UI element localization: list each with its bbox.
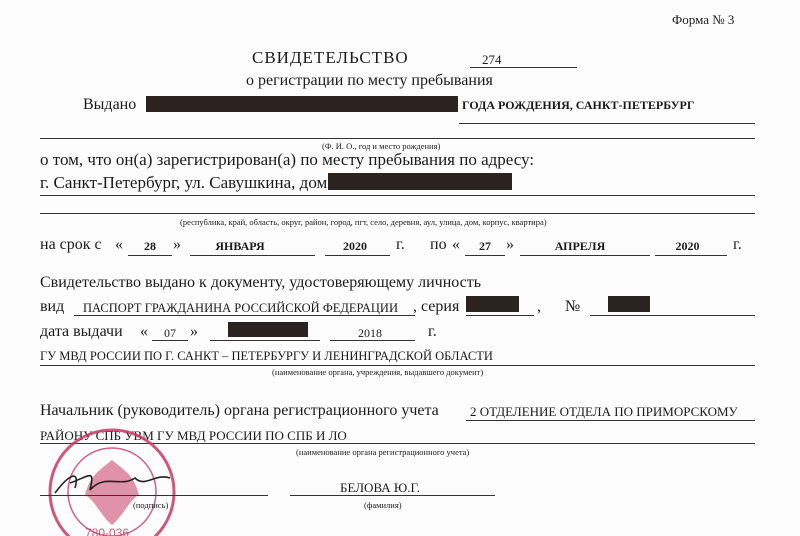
divider xyxy=(152,340,188,341)
official-name: БЕЛОВА Ю.Г. xyxy=(340,480,420,495)
to-label: по xyxy=(430,236,447,253)
caption-surname: (фамилия) xyxy=(364,500,402,510)
issue-day: 07 xyxy=(164,326,176,340)
address: г. Санкт-Петербург, ул. Савушкина, дом xyxy=(40,173,328,192)
divider xyxy=(40,365,755,366)
series-label: , серия xyxy=(413,298,460,315)
quote-open: « xyxy=(115,236,123,253)
divider xyxy=(465,255,505,256)
signature-stroke xyxy=(55,476,170,493)
to-day: 27 xyxy=(479,239,491,253)
divider xyxy=(466,315,534,316)
divider xyxy=(290,495,495,496)
divider xyxy=(590,315,755,316)
redacted-series xyxy=(466,296,519,312)
to-month: АПРЕЛЯ xyxy=(554,239,606,253)
divider xyxy=(40,495,268,496)
quote-close: » xyxy=(173,236,181,253)
year-suffix: г. xyxy=(396,236,405,253)
reg-body-line2: РАЙОНУ СПБ УВМ ГУ МВД РОССИИ ПО СПБ И ЛО xyxy=(40,428,347,443)
redacted-name xyxy=(146,96,458,112)
comma: , xyxy=(537,298,541,315)
divider xyxy=(466,420,755,421)
quote-close: » xyxy=(506,236,514,253)
issuer: ГУ МВД РОССИИ ПО Г. САНКТ – ПЕТЕРБУРГУ И ЛЕНИНГРАДСКОЙ ОБЛАСТИ xyxy=(40,349,493,363)
period-label: на срок с xyxy=(40,236,102,253)
divider xyxy=(330,340,415,341)
divider xyxy=(190,255,315,256)
quote-close: » xyxy=(190,323,198,340)
from-year: 2020 xyxy=(343,239,367,253)
from-day: 28 xyxy=(144,239,156,253)
divider xyxy=(128,255,172,256)
document-subtitle: о регистрации по месту пребывания xyxy=(246,72,493,89)
caption-fio: (Ф. И. О., год и место рождения) xyxy=(322,141,441,151)
divider xyxy=(459,123,755,124)
divider xyxy=(520,255,650,256)
redacted-address xyxy=(328,173,512,190)
divider xyxy=(40,213,755,214)
registered-text: о том, что он(а) зарегистрирован(а) по месту пребывания по адресу: xyxy=(40,150,535,169)
caption-address: (республика, край, область, округ, район, город, пгт, село, деревня, аул, улица, дом, корпус, квартира) xyxy=(180,217,547,227)
caption-issuer: (наименование органа, учреждения, выдавшего документ) xyxy=(272,367,484,377)
divider xyxy=(470,67,577,68)
divider xyxy=(40,138,755,139)
doc-type-label: вид xyxy=(40,298,65,315)
divider xyxy=(210,340,320,341)
redacted-month xyxy=(228,322,308,337)
head-label: Начальник (руководитель) органа регистрационного учета xyxy=(40,402,439,419)
quote-open: « xyxy=(140,323,148,340)
caption-reg-body: (наименование органа регистрационного учета) xyxy=(296,447,470,457)
document-text: Свидетельство выдано к документу, удостоверяющему личность xyxy=(40,274,482,291)
divider xyxy=(325,255,390,256)
caption-signature: (подпись) xyxy=(133,500,169,510)
quote-open: « xyxy=(452,236,460,253)
form-number: Форма № 3 xyxy=(672,12,735,27)
to-year: 2020 xyxy=(675,239,700,253)
from-month: ЯНВАРЯ xyxy=(215,239,265,253)
certificate-number: 274 xyxy=(482,52,502,67)
doc-type: ПАСПОРТ ГРАЖДАНИНА РОССИЙСКОЙ ФЕДЕРАЦИИ xyxy=(83,301,398,315)
reg-body-line1: 2 ОТДЕЛЕНИЕ ОТДЕЛА ПО ПРИМОРСКОМУ xyxy=(470,404,738,419)
divider xyxy=(40,195,755,196)
divider xyxy=(74,315,415,316)
year-suffix: г. xyxy=(428,323,437,340)
signature xyxy=(50,468,180,498)
divider xyxy=(655,255,727,256)
year-suffix: г. xyxy=(733,236,742,253)
stamp-number: 780-036 xyxy=(85,526,130,536)
issued-to-label: Выдано xyxy=(83,96,137,113)
issue-date-label: дата выдачи xyxy=(40,323,123,340)
address-row xyxy=(40,173,512,193)
number-label: № xyxy=(565,298,581,315)
issue-year: 2018 xyxy=(358,326,382,340)
redacted-number xyxy=(608,296,650,312)
document-title: СВИДЕТЕЛЬСТВО xyxy=(252,48,409,67)
issued-to-value: ГОДА РОЖДЕНИЯ, САНКТ-ПЕТЕРБУРГ xyxy=(462,98,695,112)
